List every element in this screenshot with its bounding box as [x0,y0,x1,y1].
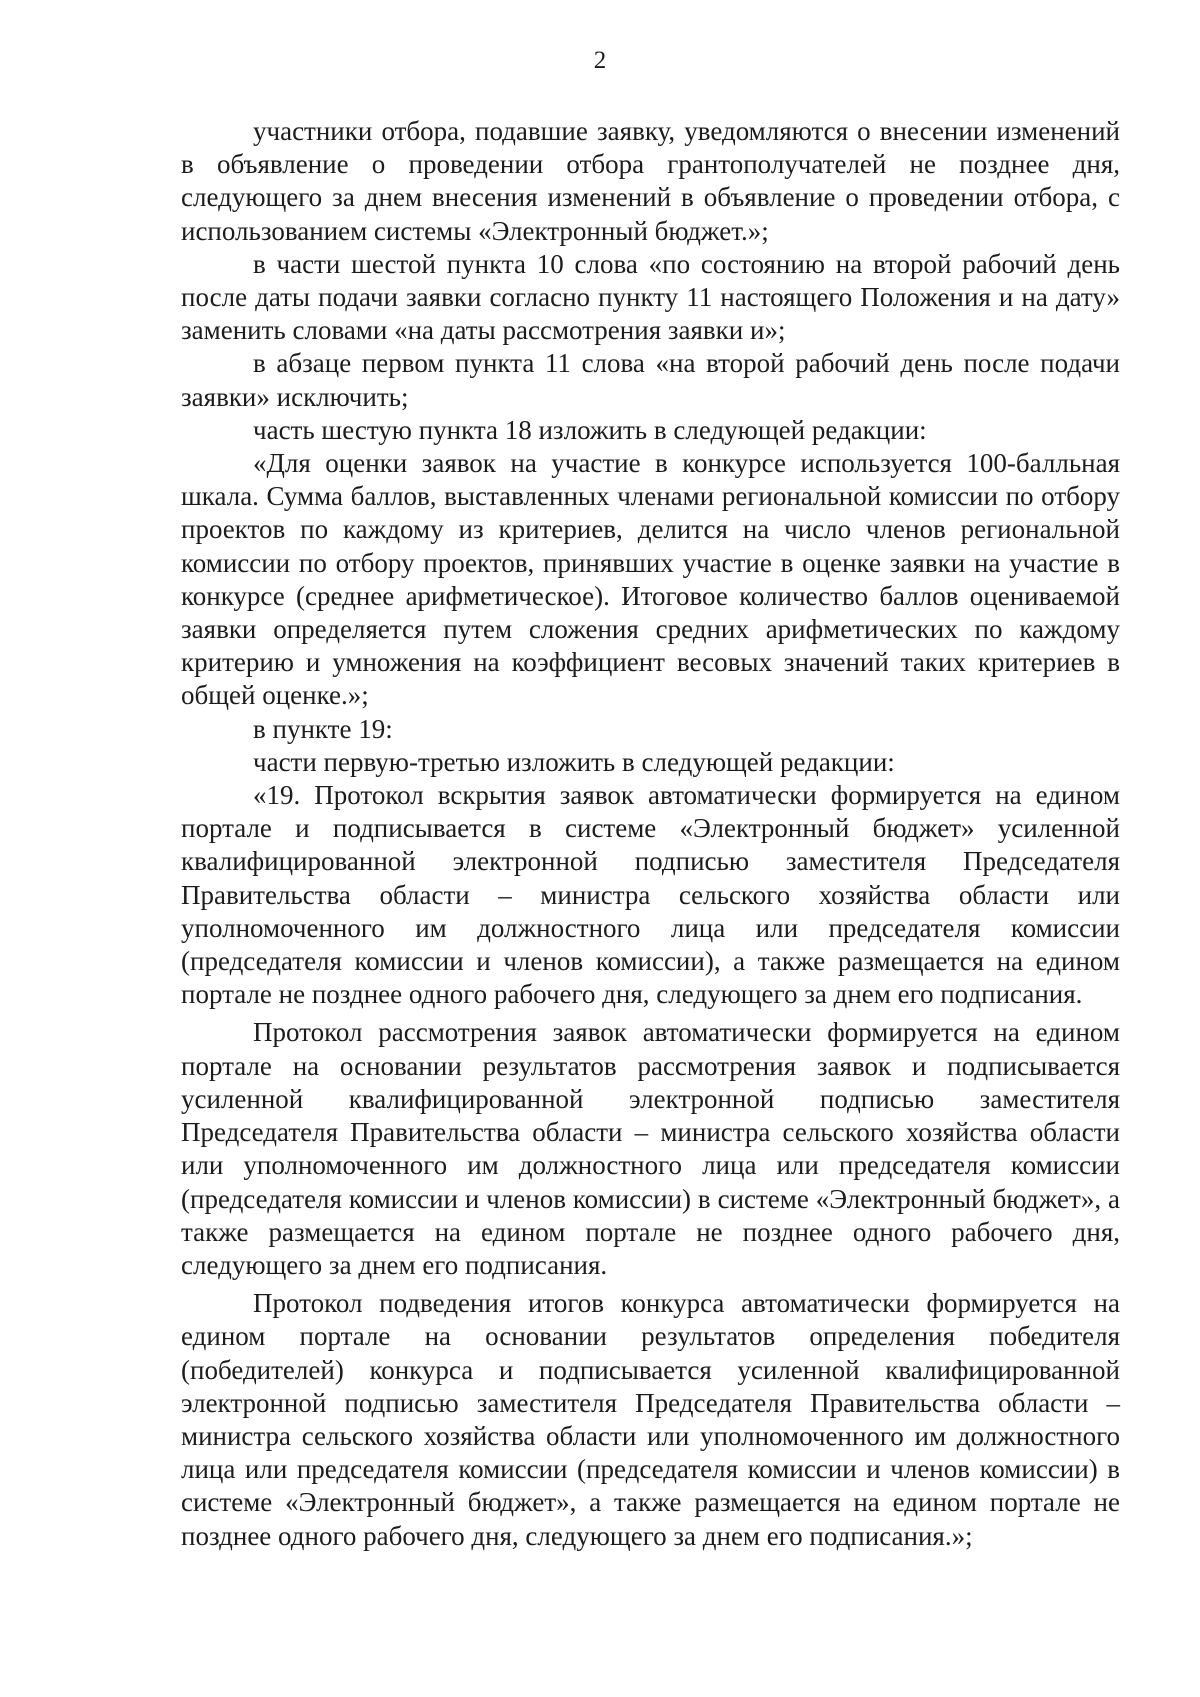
paragraph: в абзаце первом пункта 11 слова «на второй рабочий день после подачи заявки» исключить; [181,348,1120,412]
paragraph: участники отбора, подавшие заявку, уведомляются о внесении изменений в объявление о проведении отбора грантополучателей не позднее дня, следующего за днем внесения изменений в объявление о проведении отбора, с использованием системы «Электронный бюджет.»; [181,116,1120,246]
paragraph: в пункте 19: [253,713,393,744]
paragraph: Протокол подведения итогов конкурса автоматически формируется на едином портале на основании результатов определения победителя (победителей) конкурса и подписывается усиленной квалифицированной электронной подписью заместителя Председателя Правительства области – министра сельского хозяйства области или уполномоченного им должностного лица или председателя комиссии (председателя комиссии и членов комиссии) в системе «Электронный бюджет», а также размещается на едином портале не позднее одного рабочего дня, следующего за днем его подписания.»; [181,1288,1120,1551]
paragraph: «Для оценки заявок на участие в конкурсе используется 100-балльная шкала. Сумма баллов, выставленных членами региональной комиссии по отбору проектов по каждому из критериев, делится на число членов региональной комиссии по отбору проектов, принявших участие в оценке заявки на участие в конкурсе (среднее арифметическое). Итоговое количество баллов оцениваемой заявки определяется путем сложения средних арифметических по каждому критерию и умножения на коэффициент весовых значений таких критериев в общей оценке.»; [181,448,1120,711]
document-body [181,115,1120,1553]
paragraph: часть шестую пункта 18 изложить в следующей редакции: [253,414,927,445]
paragraph: Протокол рассмотрения заявок автоматически формируется на едином портале на основании результатов рассмотрения заявок и подписывается усиленной квалифицированной электронной подписью заместителя Председателя Правительства области – министра сельского хозяйства области или уполномоченного им должностного лица или председателя комиссии (председателя комиссии и членов комиссии) в системе «Электронный бюджет», а также размещается на едином портале не позднее одного рабочего дня, следующего за днем его подписания. [181,1017,1120,1280]
page-number: 2 [593,47,607,74]
paragraph: части первую-третью изложить в следующей редакции: [253,746,895,777]
paragraph: в части шестой пункта 10 слова «по состоянию на второй рабочий день после даты подачи заявки согласно пункту 11 настоящего Положения и на дату» заменить словами «на даты рассмотрения заявки и»; [181,248,1120,346]
paragraph: «19. Протокол вскрытия заявок автоматически формируется на едином портале и подписывается в системе «Электронный бюджет» усиленной квалифицированной электронной подписью заместителя Председателя Правительства области – министра сельского хозяйства области или уполномоченного им должностного лица или председателя комиссии (председателя комиссии и членов комиссии), а также размещается на едином портале не позднее одного рабочего дня, следующего за днем его подписания. [181,780,1120,1010]
